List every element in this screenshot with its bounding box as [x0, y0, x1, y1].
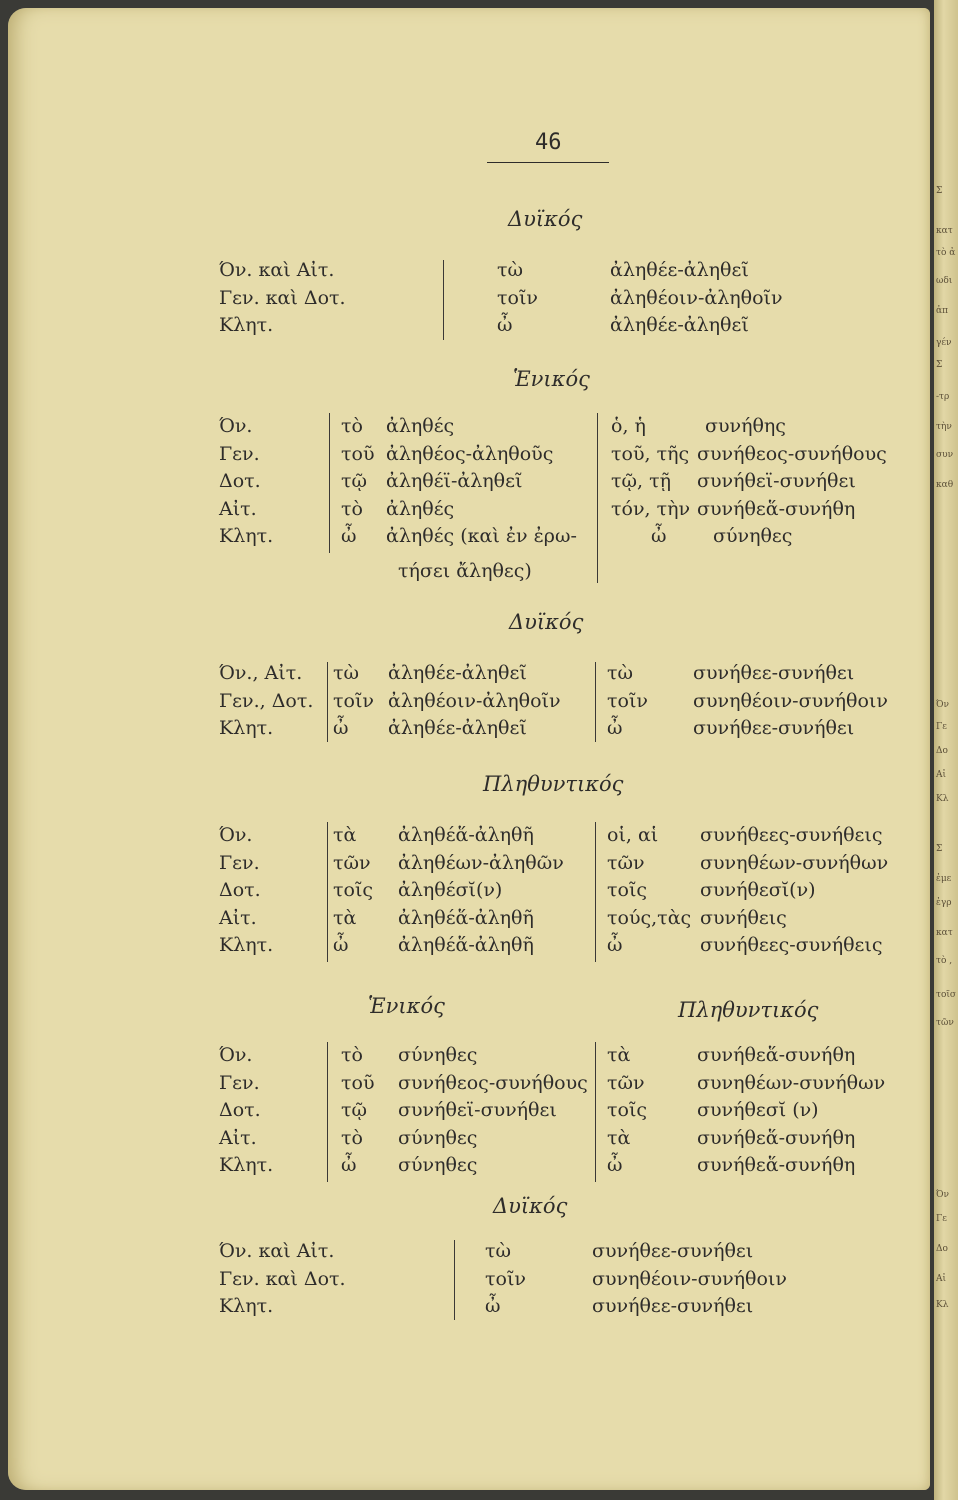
s2-title: Ἑνικός	[513, 367, 590, 391]
s2-divider-right	[597, 413, 598, 583]
s2-right-forms: συνήθης συνήθεος-συνήθους συνήθεϊ-συνήθει συνήθεἅ-συνήθη σύνηθες	[697, 415, 887, 547]
s5-right-forms: συνήθεἅ-συνήθη συνηθέων-συνήθων συνήθεσῐ (ν) συνήθεἅ-συνήθη συνήθεἅ-συνήθη	[697, 1044, 886, 1176]
s5-divider-right	[595, 1042, 596, 1182]
adjacent-page-edge: Σ κατ τὸ ἀ ωδι ἀπ γέν Σ -τρ τὴν συν καθ Όν Γε Δο Αἰ Κλ Σ ἐμε ἐγρ κατ τὸ , τοῖσ τῶν Όν Γε Δο Αἰ Κλ	[934, 0, 958, 1500]
s3-right-forms: συνήθεε-συνήθει συνηθέοιν-συνήθοιν συνήθεε-συνήθει	[693, 662, 888, 739]
s5-articles: τὸ τοῦ τῷ τὸ ὦ	[341, 1044, 375, 1176]
s1-articles: τὼ τοῖν ὦ	[497, 259, 538, 336]
s4-forms: ἀληθέἅ-ἀληθῆ ἀληθέων-ἀληθῶν ἀληθέσῐ(ν) ἀληθέἅ-ἀληθῆ ἀληθέἅ-ἀληθῆ	[398, 824, 564, 956]
s2-articles: τὸ τοῦ τῷ τὸ ὦ	[341, 415, 375, 547]
s5-title-right: Πληθυντικός	[678, 998, 819, 1022]
s3-divider-left	[327, 662, 328, 742]
s1-cases: Όν. καὶ Αἰτ. Γεν. καὶ Δοτ. Κλητ.	[219, 259, 346, 336]
book-page	[8, 8, 930, 1490]
page-number-rule	[487, 162, 609, 163]
s6-cases: Όν. καὶ Αἰτ. Γεν. καὶ Δοτ. Κλητ.	[219, 1240, 346, 1317]
s3-forms: ἀληθέε-ἀληθεῖ ἀληθέοιν-ἀληθοῖν ἀληθέε-ἀληθεῖ	[388, 662, 561, 739]
s3-title: Δυϊκός	[509, 610, 584, 634]
s6-forms: συνήθεε-συνήθει συνηθέοιν-συνήθοιν συνήθεε-συνήθει	[592, 1240, 787, 1317]
s4-cases: Όν. Γεν. Δοτ. Αἰτ. Κλητ.	[219, 824, 274, 956]
s3-divider-right	[595, 662, 596, 742]
s1-title: Δυϊκός	[508, 207, 583, 231]
s6-divider	[454, 1240, 455, 1320]
s2-form-continuation: τήσει ἄληθες)	[398, 560, 532, 582]
s4-right-articles: οἱ, αἱ τῶν τοῖς τούς,τὰς ὦ	[607, 824, 692, 956]
s3-cases: Όν., Αἰτ. Γεν., Δοτ. Κλητ.	[219, 662, 314, 739]
s5-title-left: Ἑνικός	[368, 994, 445, 1018]
s2-forms: ἀληθές ἀληθέος-ἀληθοῦς ἀληθέϊ-ἀληθεῖ ἀληθές ἀληθές (καὶ ἐν ἐρω-	[386, 415, 577, 547]
page-number: 46	[535, 130, 562, 155]
s2-divider-left	[329, 413, 330, 553]
s4-articles: τὰ τῶν τοῖς τὰ ὦ	[333, 824, 374, 956]
s6-articles: τὼ τοῖν ὦ	[485, 1240, 526, 1317]
s2-cases: Όν. Γεν. Δοτ. Αἰτ. Κλητ.	[219, 415, 274, 547]
s2-right-articles: ὁ, ἡ τοῦ, τῆς τῷ, τῇ τόν, τὴν ὦ	[611, 415, 691, 547]
s3-articles: τὼ τοῖν ὦ	[333, 662, 374, 739]
s4-title: Πληθυντικός	[483, 772, 624, 796]
s5-divider-left	[327, 1042, 328, 1182]
s1-divider	[443, 260, 444, 340]
s4-divider-left	[327, 822, 328, 962]
s1-forms: ἀληθέε-ἀληθεῖ ἀληθέοιν-ἀληθοῖν ἀληθέε-ἀληθεῖ	[610, 259, 783, 336]
s5-right-articles: τὰ τῶν τοῖς τὰ ὦ	[607, 1044, 648, 1176]
s5-cases: Όν. Γεν. Δοτ. Αἰτ. Κλητ.	[219, 1044, 274, 1176]
s4-right-forms: συνήθεες-συνήθεις συνηθέων-συνήθων συνήθεσῐ(ν) συνήθεις συνήθεες-συνήθεις	[700, 824, 889, 956]
s5-forms: σύνηθες συνήθεος-συνήθους συνήθεϊ-συνήθει σύνηθες σύνηθες	[398, 1044, 588, 1176]
s4-divider-right	[595, 822, 596, 962]
s3-right-articles: τὼ τοῖν ὦ	[607, 662, 648, 739]
s6-title: Δυϊκός	[493, 1194, 568, 1218]
